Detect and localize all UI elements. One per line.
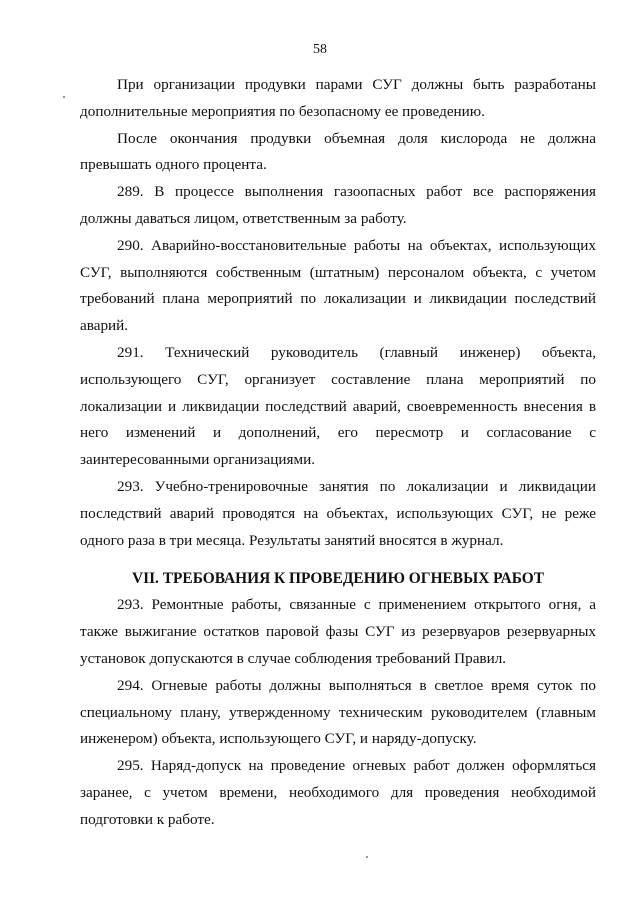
paragraph-295: 295. Наряд-допуск на проведение огневых работ должен оформляться заранее, с учетом времени, необходимого для проведения необходимой подготовки к работе.	[80, 757, 596, 828]
scan-speck	[366, 856, 368, 858]
page-number: 58	[313, 42, 327, 57]
paragraph-293-training: 293. Учебно-тренировочные занятия по локализации и ликвидации последствий аварий проводятся на объектах, использующих СУГ, не реже одного раза в три месяца. Результаты занятий вносятся в журнал.	[80, 477, 596, 549]
paragraph-294: 294. Огневые работы должны выполняться в светлое время суток по специальному плану, утвержденному техническим руководителем (главным инженером) объекта, использующего СУГ, и наряду-допуску.	[80, 676, 596, 748]
paragraph-290: 290. Аварийно-восстановительные работы на объектах, использующих СУГ, выполняются собственным (штатным) персоналом объекта, с учетом требований плана мероприятий по локализации и ликвидации последствий аварий.	[80, 236, 596, 335]
scan-speck	[63, 96, 65, 98]
section-heading: VII. ТРЕБОВАНИЯ К ПРОВЕДЕНИЮ ОГНЕВЫХ РАБОТ	[131, 570, 545, 588]
paragraph-291: 291. Технический руководитель (главный инженер) объекта, использующего СУГ, организует составление плана мероприятий по локализации и ликвидации последствий аварий, своевременность внесения в него изменений и дополнений, его пересмотр и согласование с заинтересованными организациями.	[80, 343, 596, 469]
paragraph-289: 289. В процессе выполнения газоопасных работ все распоряжения должны даваться лицом, ответственным за работу.	[80, 183, 596, 227]
page-body	[80, 72, 596, 834]
paragraph-purge-measures: При организации продувки парами СУГ должны быть разработаны дополнительные мероприятия по безопасному ее проведению.	[80, 76, 596, 120]
paragraph-oxygen-fraction: После окончания продувки объемная доля кислорода не должна превышать одного процента.	[80, 129, 596, 174]
paragraph-293-repair: 293. Ремонтные работы, связанные с применением открытого огня, а также выжигание остатков паровой фазы СУГ из резервуаров резервуарных установок допускаются в случае соблюдения требований Правил.	[80, 596, 596, 667]
